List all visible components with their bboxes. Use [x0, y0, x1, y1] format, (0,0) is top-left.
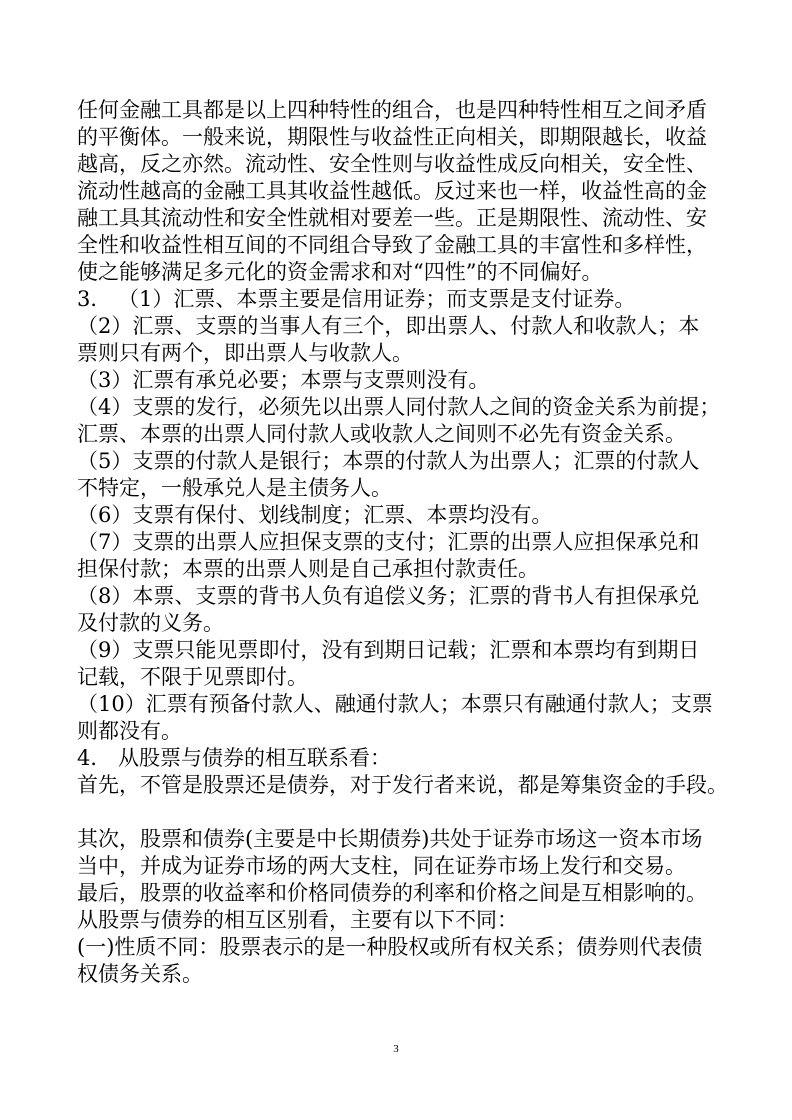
text-line: 流动性越高的金融工具其收益性越低。反过来也一样，收益性高的金	[77, 179, 707, 203]
text-line: （10）汇票有预备付款人、融通付款人；本票只有融通付款人；支票	[77, 692, 713, 716]
page-number: 3	[393, 1043, 399, 1055]
text-line: 的平衡体。一般来说，期限性与收益性正向相关，即期限越长，收益	[77, 125, 707, 149]
text-line: 3． （1）汇票、本票主要是信用证券；而支票是支付证券。	[77, 287, 636, 311]
text-line: 当中，并成为证券市场的两大支柱，同在证券市场上发行和交易。	[77, 854, 686, 878]
text-line: 担保付款；本票的出票人则是自己承担付款责任。	[77, 557, 539, 581]
text-line: 及付款的义务。	[77, 611, 224, 635]
text-line: 从股票与债券的相互区别看，主要有以下不同：	[77, 908, 518, 932]
text-line: 汇票、本票的出票人同付款人或收款人之间则不必先有资金关系。	[77, 422, 686, 446]
text-line: 全性和收益性相互间的不同组合导致了金融工具的丰富性和多样性，	[77, 233, 707, 257]
text-line: （6）支票有保付、划线制度；汇票、本票均没有。	[77, 503, 553, 527]
text-line: 记载，不限于见票即付。	[77, 665, 308, 689]
text-line: 4． 从股票与债券的相互联系看：	[77, 746, 392, 770]
text-line: 首先，不管是股票还是债券，对于发行者来说，都是筹集资金的手段。	[77, 773, 728, 797]
text-line: (一)性质不同：股票表示的是一种股权或所有权关系；债券则代表债	[77, 935, 703, 959]
text-line: （4）支票的发行，必须先以出票人同付款人之间的资金关系为前提；	[77, 395, 721, 419]
text-line: 使之能够满足多元化的资金需求和对“四性”的不同偏好。	[77, 260, 603, 284]
text-line: （5）支票的付款人是银行；本票的付款人为出票人；汇票的付款人	[77, 449, 700, 473]
text-line: 融工具其流动性和安全性就相对要差一些。正是期限性、流动性、安	[77, 206, 707, 230]
text-line: 不特定，一般承兑人是主债务人。	[77, 476, 392, 500]
text-line: （7）支票的出票人应担保支票的支付；汇票的出票人应担保承兑和	[77, 530, 700, 554]
text-line: 任何金融工具都是以上四种特性的组合，也是四种特性相互之间矛盾	[77, 98, 707, 122]
text-line: 则都没有。	[77, 719, 182, 743]
text-line: 票则只有两个，即出票人与收款人。	[77, 341, 413, 365]
text-line: （9）支票只能见票即付，没有到期日记载；汇票和本票均有到期日	[77, 638, 700, 662]
text-line: 其次，股票和债券(主要是中长期债券)共处于证券市场这一资本市场	[77, 827, 703, 851]
text-line: 最后，股票的收益率和价格同债券的利率和价格之间是互相影响的。	[77, 881, 707, 905]
text-line: （3）汇票有承兑必要；本票与支票则没有。	[77, 368, 490, 392]
text-line: 越高，反之亦然。流动性、安全性则与收益性成反向相关，安全性、	[77, 152, 707, 176]
text-line: （8）本票、支票的背书人负有追偿义务；汇票的背书人有担保承兑	[77, 584, 700, 608]
text-line: （2）汇票、支票的当事人有三个，即出票人、付款人和收款人；本	[77, 314, 700, 338]
text-line: 权债务关系。	[77, 962, 203, 986]
